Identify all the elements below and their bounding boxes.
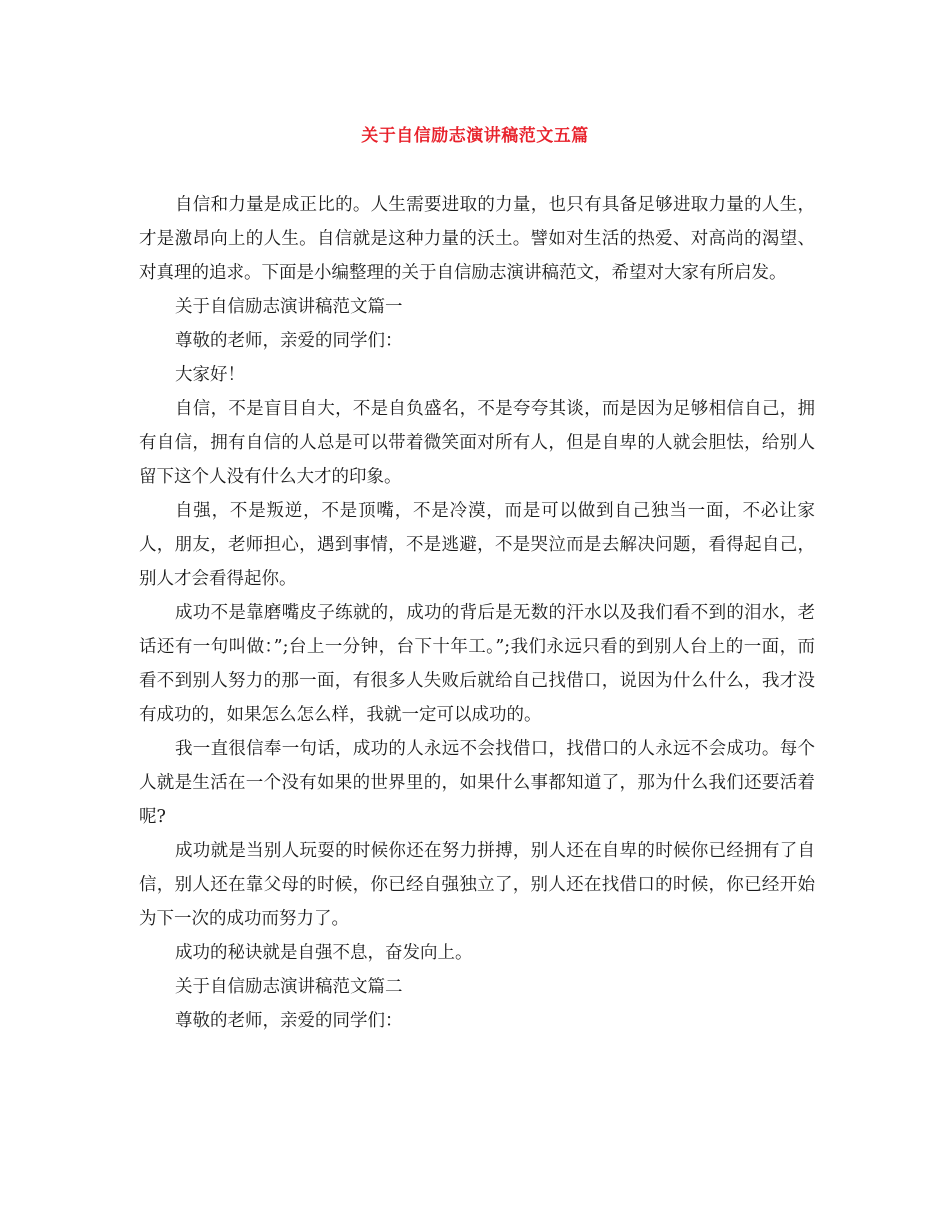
- salutation: 尊敬的老师，亲爱的同学们：: [175, 331, 403, 351]
- paragraph-secret: 成功的秘诀就是自强不息，奋发向上。: [175, 943, 473, 963]
- section-heading-1: 关于自信励志演讲稿范文篇一: [175, 297, 403, 317]
- document-body: [139, 188, 815, 1038]
- paragraph-success: 成功不是靠磨嘴皮子练就的，成功的背后是无数的汗水以及我们看不到的泪水，老话还有一句叫做：”;台上一分钟，台下十年工。”;我们永远只看的到别人台上的一面，而看不到别人努力的那一面，有很多人失败后就给自己找借口，说因为什么什么，我才没有成功的，如果怎么怎么样，我就一定可以成功的。: [139, 603, 815, 725]
- intro-paragraph: 自信和力量是成正比的。人生需要进取的力量，也只有具备足够进取力量的人生，才是激昂向上的人生。自信就是这种力量的沃土。譬如对生活的热爱、对高尚的渴望、对真理的追求。下面是小编整理的关于自信励志演讲稿范文，希望对大家有所启发。: [139, 195, 815, 283]
- paragraph-belief: 我一直很信奉一句话，成功的人永远不会找借口，找借口的人永远不会成功。每个人就是生活在一个没有如果的世界里的，如果什么事都知道了，那为什么我们还要活着呢?: [139, 739, 815, 827]
- paragraph-effort: 成功就是当别人玩耍的时候你还在努力拼搏，别人还在自卑的时候你已经拥有了自信，别人还在靠父母的时候，你已经自强独立了，别人还在找借口的时候，你已经开始为下一次的成功而努力了。: [139, 841, 815, 929]
- section-heading-2: 关于自信励志演讲稿范文篇二: [175, 977, 403, 997]
- greeting: 大家好！: [175, 365, 245, 385]
- salutation-2: 尊敬的老师，亲爱的同学们：: [175, 1011, 403, 1031]
- paragraph-self-reliance: 自强，不是叛逆，不是顶嘴，不是冷漠，而是可以做到自己独当一面，不必让家人，朋友，老师担心，遇到事情，不是逃避，不是哭泣而是去解决问题，看得起自己，别人才会看得起你。: [139, 501, 815, 589]
- document-title: 关于自信励志演讲稿范文五篇: [361, 126, 589, 146]
- paragraph-confidence: 自信，不是盲目自大，不是自负盛名，不是夸夸其谈，而是因为足够相信自己，拥有自信，拥有自信的人总是可以带着微笑面对所有人，但是自卑的人就会胆怯，给别人留下这个人没有什么大才的印象。: [139, 399, 815, 487]
